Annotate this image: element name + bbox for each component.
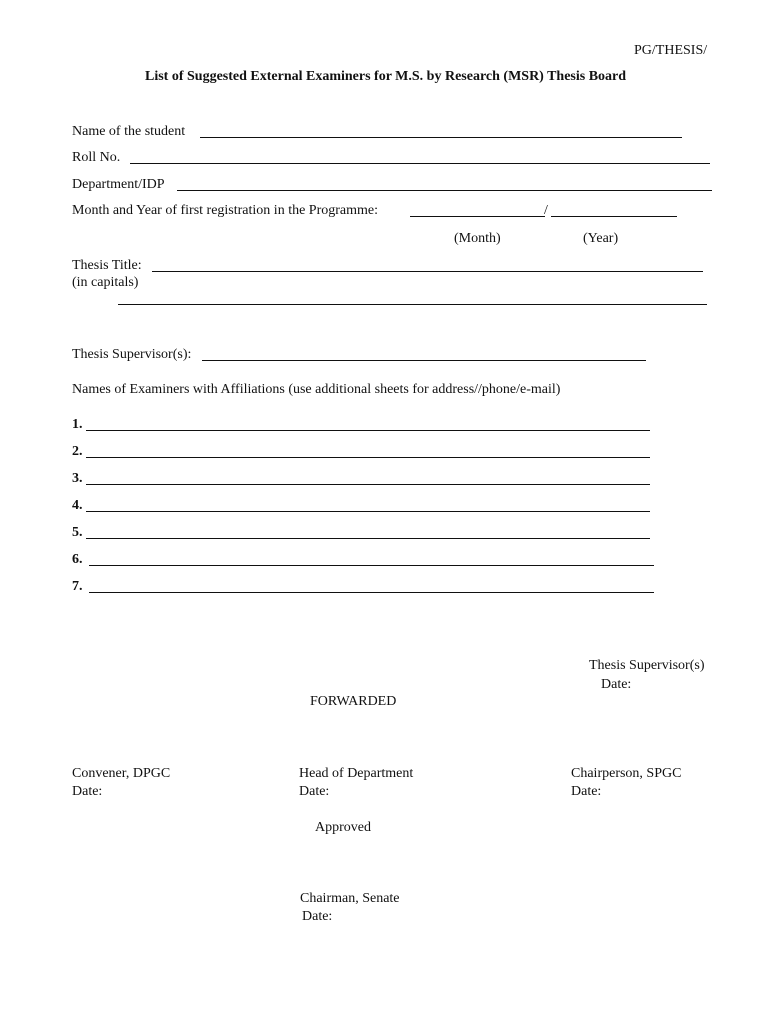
chairman-label: Chairman, Senate <box>300 891 400 906</box>
roll-no-field[interactable] <box>130 163 710 164</box>
department-field[interactable] <box>177 190 712 191</box>
registration-label: Month and Year of first registration in the Programme: <box>72 203 379 218</box>
student-name-label: Name of the student <box>72 124 186 139</box>
thesis-title-field[interactable] <box>152 271 703 272</box>
student-name-field[interactable] <box>200 137 682 138</box>
examiner-number: 1. <box>72 417 83 432</box>
examiner-number: 4. <box>72 498 83 513</box>
examiner-number: 3. <box>72 471 83 486</box>
examiner-6-field[interactable] <box>89 565 654 566</box>
forwarded-label: FORWARDED <box>310 694 397 709</box>
month-label: (Month) <box>454 231 501 246</box>
chairperson-label: Chairperson, SPGC <box>571 766 682 781</box>
examiner-number: 2. <box>72 444 83 459</box>
supervisor-label: Thesis Supervisor(s): <box>72 347 192 362</box>
examiner-number: 7. <box>72 579 83 594</box>
examiner-3-field[interactable] <box>86 484 650 485</box>
examiner-number: 5. <box>72 525 83 540</box>
registration-month-field[interactable] <box>410 216 545 217</box>
department-label: Department/IDP <box>72 177 165 192</box>
supervisor-date-label: Date: <box>601 677 632 692</box>
convener-label: Convener, DPGC <box>72 766 171 781</box>
year-label: (Year) <box>583 231 619 246</box>
chairman-date-label: Date: <box>302 909 333 924</box>
supervisor-field[interactable] <box>202 360 646 361</box>
supervisor-signature-label: Thesis Supervisor(s) <box>589 658 705 673</box>
chairperson-date-label: Date: <box>571 784 602 799</box>
hod-date-label: Date: <box>299 784 330 799</box>
registration-year-field[interactable] <box>551 216 677 217</box>
examiners-heading: Names of Examiners with Affiliations (use additional sheets for address//phone/e-mail) <box>72 382 561 397</box>
convener-date-label: Date: <box>72 784 103 799</box>
approved-label: Approved <box>315 820 371 835</box>
examiner-number: 6. <box>72 552 83 567</box>
registration-separator: / <box>544 203 548 218</box>
thesis-title-label: Thesis Title: <box>72 258 142 273</box>
hod-label: Head of Department <box>299 766 414 781</box>
in-capitals-label: (in capitals) <box>72 275 139 290</box>
examiner-7-field[interactable] <box>89 592 654 593</box>
form-title: List of Suggested External Examiners for M.S. by Research (MSR) Thesis Board <box>145 69 627 84</box>
examiner-1-field[interactable] <box>86 430 650 431</box>
examiner-2-field[interactable] <box>86 457 650 458</box>
thesis-title-field-line-2[interactable] <box>118 304 707 305</box>
examiner-5-field[interactable] <box>86 538 650 539</box>
examiner-4-field[interactable] <box>86 511 650 512</box>
form-reference: PG/THESIS/ <box>634 43 708 58</box>
roll-no-label: Roll No. <box>72 150 121 165</box>
